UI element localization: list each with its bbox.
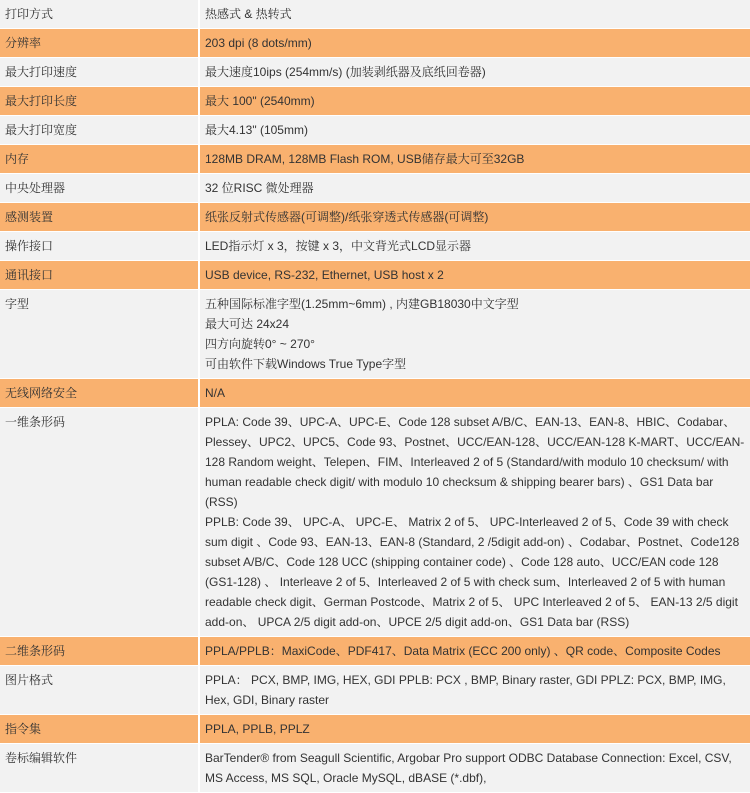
spec-value-line: LED指示灯 x 3，按键 x 3，中文背光式LCD显示器 [205, 239, 472, 253]
spec-row [0, 58, 750, 87]
spec-label: 最大打印宽度 [0, 116, 199, 145]
spec-value-line: PPLA/PPLB：MaxiCode、PDF417、Data Matrix (ECC 200 only) 、QR code、Composite Codes [205, 644, 721, 658]
spec-label: 指令集 [0, 715, 199, 744]
spec-value-line: BarTender® from Seagull Scientific, Argobar Pro support ODBC Database Connection: Excel, CSV, MS Access, MS SQL, Oracle MySQL, dBASE (*.dbf), [205, 751, 732, 785]
spec-value [199, 232, 750, 261]
spec-value [199, 379, 750, 408]
spec-value [199, 174, 750, 203]
spec-row [0, 203, 750, 232]
spec-value-line: 可由软件下载Windows True Type字型 [205, 357, 407, 371]
spec-value-line: N/A [205, 386, 226, 400]
spec-row [0, 116, 750, 145]
spec-label: 感测装置 [0, 203, 199, 232]
spec-label: 操作接口 [0, 232, 199, 261]
spec-value-line: PPLB: Code 39、 UPC-A、 UPC-E、 Matrix 2 of 5、 UPC-Interleaved 2 of 5、Code 39 with check sum digit 、Code 93、EAN-13、EAN-8 (Standard, 2 /5digit add-on) 、Codabar、Postnet、Code128 subset A/B/C、Code 128 UCC (shipping container code) 、Code 128 auto、UCC/EAN code 128 (GS1-128) 、 Interleave 2 of 5、Interleaved 2 of 5 with check sum、Interleaved 2 of 5 with human readable check digit、German Postcode、Matrix 2 of 5、 UPC Interleaved 2 of 5、 EAN-13 2/5 digit add-on、 UPCA 2/5 digit add-on、UPCE 2/5 digit add-on、GS1 Data bar (RSS) [205, 515, 740, 629]
spec-value [199, 87, 750, 116]
spec-row [0, 145, 750, 174]
spec-value-line: 最大可达 24x24 [205, 317, 290, 331]
spec-row [0, 174, 750, 203]
spec-value [199, 145, 750, 174]
spec-value [199, 715, 750, 744]
spec-value [199, 58, 750, 87]
spec-label: 图片格式 [0, 666, 199, 715]
spec-value [199, 637, 750, 666]
spec-value [199, 666, 750, 715]
spec-label: 最大打印长度 [0, 87, 199, 116]
spec-value-line: 五种国际标准字型(1.25mm~6mm) , 内建GB18030中文字型 [205, 297, 519, 311]
spec-value [199, 261, 750, 290]
spec-row [0, 0, 750, 29]
spec-value [199, 29, 750, 58]
spec-value-line: 四方向旋转0° ~ 270° [205, 337, 315, 351]
spec-row [0, 408, 750, 637]
spec-value-line: 128MB DRAM, 128MB Flash ROM, USB储存最大可至32GB [205, 152, 525, 166]
spec-value [199, 408, 750, 637]
spec-value-line: PPLA: Code 39、UPC-A、UPC-E、Code 128 subset A/B/C、EAN-13、EAN-8、HBIC、Codabar、Plessey、UPC2、UPC5、Code 93、Postnet、UCC/EAN-128、UCC/EAN-128 K-MART、UCC/EAN-128 Random weight、Telepen、FIM、Interleaved 2 of 5 (Standard/with modulo 10 checksum/ with human readable check digit/ with modulo 10 checksum & shipping bearer bars) 、GS1 Data bar (RSS) [205, 415, 745, 509]
spec-value [199, 116, 750, 145]
spec-value-line: 32 位RISC 微处理器 [205, 181, 314, 195]
spec-value-line: PPLA, PPLB, PPLZ [205, 722, 310, 736]
spec-value-line: PPLA： PCX, BMP, IMG, HEX, GDI PPLB: PCX , BMP, Binary raster, GDI PPLZ: PCX, BMP, IMG, Hex, GDI, Binary raster [205, 673, 726, 707]
spec-row [0, 379, 750, 408]
spec-label: 打印方式 [0, 0, 199, 29]
spec-value-line: 最大速度10ips (254mm/s) (加装剥纸器及底纸回卷器) [205, 65, 486, 79]
spec-row [0, 29, 750, 58]
spec-value-line: 最大 100" (2540mm) [205, 94, 315, 108]
spec-value-line: USB device, RS-232, Ethernet, USB host x 2 [205, 268, 444, 282]
spec-value-line: 最大4.13" (105mm) [205, 123, 308, 137]
spec-value [199, 744, 750, 793]
spec-value [199, 290, 750, 379]
spec-label: 卷标编辑软件 [0, 744, 199, 793]
spec-row [0, 715, 750, 744]
spec-row [0, 232, 750, 261]
spec-label: 字型 [0, 290, 199, 379]
spec-row [0, 261, 750, 290]
spec-value-line: 纸张反射式传感器(可调整)/纸张穿透式传感器(可调整) [205, 210, 489, 224]
spec-row [0, 290, 750, 379]
spec-value-line: 热感式 & 热转式 [205, 7, 292, 21]
spec-value [199, 203, 750, 232]
spec-row [0, 87, 750, 116]
spec-label: 最大打印速度 [0, 58, 199, 87]
spec-value [199, 0, 750, 29]
spec-value-line: 203 dpi (8 dots/mm) [205, 36, 312, 50]
spec-label: 一维条形码 [0, 408, 199, 637]
spec-row [0, 744, 750, 793]
spec-label: 分辨率 [0, 29, 199, 58]
spec-label: 内存 [0, 145, 199, 174]
spec-label: 通讯接口 [0, 261, 199, 290]
spec-row [0, 637, 750, 666]
spec-label: 二维条形码 [0, 637, 199, 666]
spec-row [0, 666, 750, 715]
spec-label: 无线网络安全 [0, 379, 199, 408]
spec-label: 中央处理器 [0, 174, 199, 203]
